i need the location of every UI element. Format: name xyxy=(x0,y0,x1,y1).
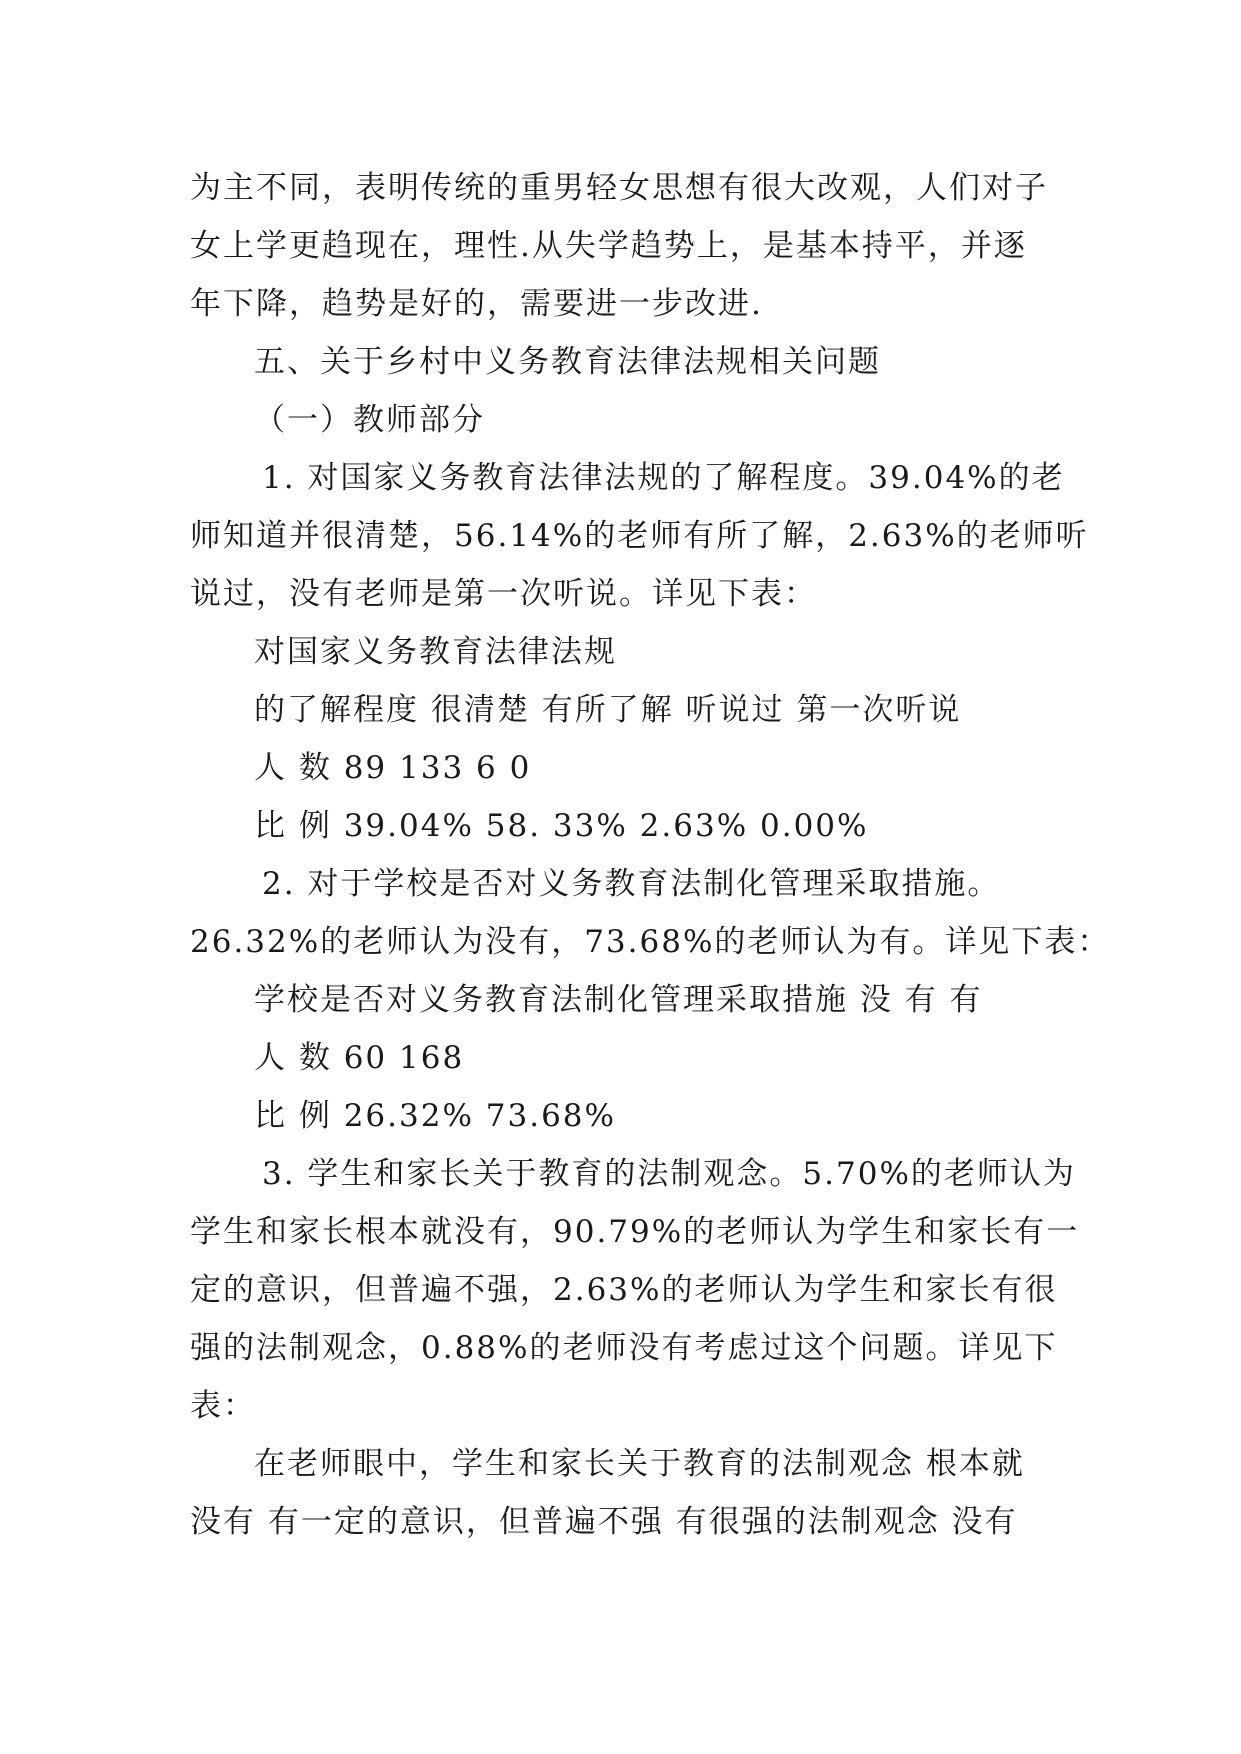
table-header-line: 在老师眼中，学生和家长关于教育的法制观念 根本就 xyxy=(254,1446,1025,1482)
paragraph-line: 2. 对于学校是否对义务教育法制化管理采取措施。 xyxy=(262,866,1001,902)
table-header-line: 没有 有一定的意识，但普遍不强 有很强的法制观念 没有 xyxy=(190,1504,1018,1540)
paragraph-line: 女上学更趋现在，理性.从失学趋势上，是基本持平，并逐 xyxy=(190,228,1027,264)
paragraph-line: 1. 对国家义务教育法律法规的了解程度。39.04%的老 xyxy=(262,460,1065,496)
paragraph-line: 26.32%的老师认为没有，73.68%的老师认为有。详见下表： xyxy=(190,924,1111,960)
paragraph-line: 师知道并很清楚，56.14%的老师有所了解，2.63%的老师听 xyxy=(190,518,1089,554)
table-header-line: 的了解程度 很清楚 有所了解 听说过 第一次听说 xyxy=(254,692,962,728)
paragraph-line: 为主不同，表明传统的重男轻女思想有很大改观，人们对子 xyxy=(190,170,1048,206)
paragraph-line: 强的法制观念，0.88%的老师没有考虑过这个问题。详见下 xyxy=(190,1330,1058,1366)
table-row: 比 例 39.04% 58. 33% 2.63% 0.00% xyxy=(254,808,869,844)
paragraph-line: 定的意识，但普遍不强，2.63%的老师认为学生和家长有很 xyxy=(190,1272,1058,1308)
paragraph-line: 表： xyxy=(190,1388,256,1424)
section-heading: 五、关于乡村中义务教育法律法规相关问题 xyxy=(254,344,881,380)
table-header-line: 对国家义务教育法律法规 xyxy=(254,634,617,670)
paragraph-line: 3. 学生和家长关于教育的法制观念。5.70%的老师认为 xyxy=(262,1156,1076,1192)
table-row: 人 数 89 133 6 0 xyxy=(254,750,532,786)
table-row: 比 例 26.32% 73.68% xyxy=(254,1098,616,1134)
table-header-line: 学校是否对义务教育法制化管理采取措施 没 有 有 xyxy=(254,982,983,1018)
paragraph-line: 学生和家长根本就没有，90.79%的老师认为学生和家长有一 xyxy=(190,1214,1080,1250)
table-row: 人 数 60 168 xyxy=(254,1040,465,1076)
paragraph-line: 说过，没有老师是第一次听说。详见下表： xyxy=(190,576,817,612)
subsection-heading: （一）教师部分 xyxy=(254,402,485,438)
paragraph-line: 年下降，趋势是好的，需要进一步改进. xyxy=(190,286,763,322)
